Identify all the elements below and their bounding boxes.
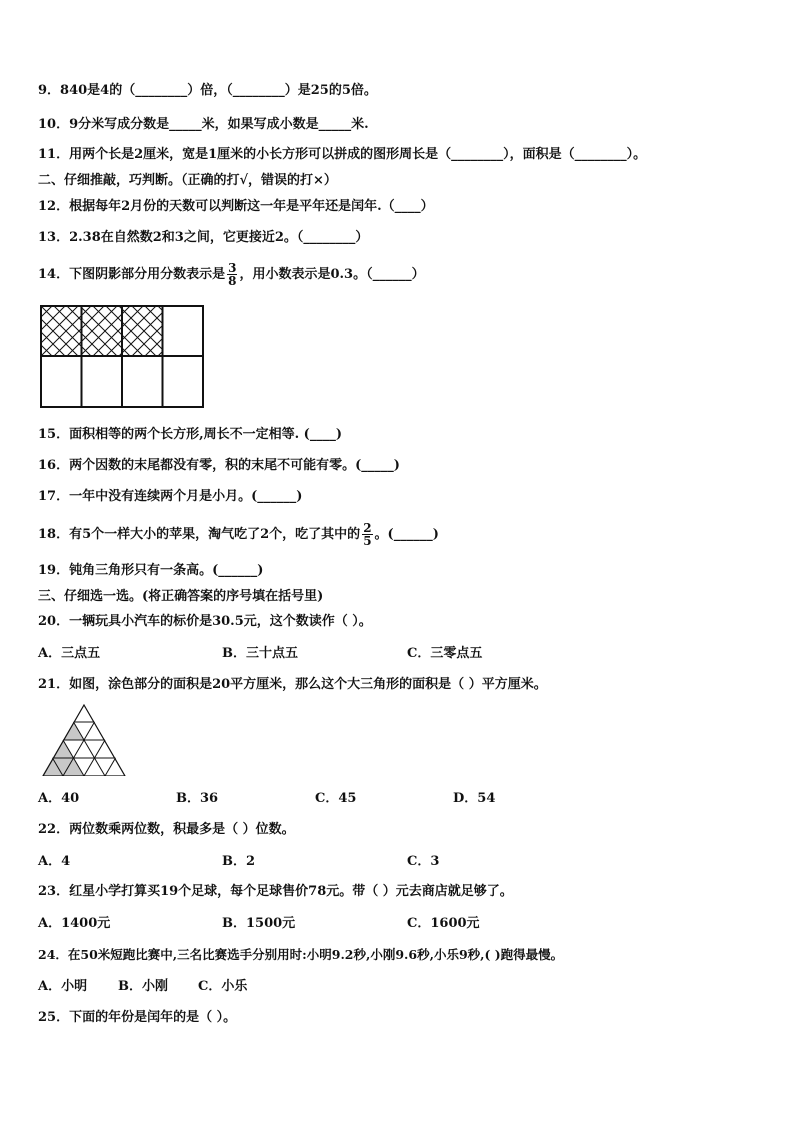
q21-option-d: D．54 bbox=[453, 791, 496, 806]
section-2-heading: 二、仔细推敲，巧判断。（正确的打√，错误的打×） bbox=[38, 173, 337, 188]
question-20: 20．一辆玩具小汽车的标价是30.5元，这个数读作（ ）。 bbox=[38, 614, 372, 629]
question-24: 24．在50米短跑比赛中,三名比赛选手分别用时:小明9.2秒,小刚9.6秒,小乐9秒,( )跑得最慢。 bbox=[38, 947, 564, 962]
question-25: 25．下面的年份是闰年的是（ ）。 bbox=[38, 1010, 237, 1025]
question-10: 10．9分米写成分数是_____米，如果写成小数是_____米. bbox=[38, 117, 369, 132]
question-11: 11．用两个长是2厘米，宽是1厘米的小长方形可以拼成的图形周长是（________），面积是（________）。 bbox=[38, 147, 647, 162]
question-18-suffix: 。(______) bbox=[374, 527, 439, 542]
question-23: 23．红星小学打算买19个足球，每个足球售价78元。带（ ）元去商店就足够了。 bbox=[38, 884, 513, 899]
question-14 bbox=[38, 262, 425, 287]
q20-option-b: B．三十点五 bbox=[222, 646, 298, 661]
q24-option-b: B．小刚 bbox=[118, 979, 168, 994]
fraction-denominator: 8 bbox=[228, 274, 237, 288]
q21-option-c: C．45 bbox=[315, 791, 357, 806]
fraction-numerator: 3 bbox=[228, 261, 237, 275]
q21-option-a: A．40 bbox=[38, 791, 80, 806]
question-21: 21．如图，涂色部分的面积是20平方厘米，那么这个大三角形的面积是（ ）平方厘米。 bbox=[38, 677, 547, 692]
question-22: 22．两位数乘两位数，积最多是（ ）位数。 bbox=[38, 822, 295, 837]
section-3-heading: 三、仔细选一选。(将正确答案的序号填在括号里) bbox=[38, 589, 324, 604]
question-14-suffix: ，用小数表示是0.3。（______） bbox=[239, 267, 425, 282]
question-13: 13．2.38在自然数2和3之间，它更接近2。（________） bbox=[38, 230, 369, 245]
q23-option-c: C．1600元 bbox=[407, 916, 480, 931]
q22-option-b: B．2 bbox=[222, 854, 256, 869]
q24-option-c: C．小乐 bbox=[198, 979, 248, 994]
q22-option-c: C．3 bbox=[407, 854, 440, 869]
question-19: 19．钝角三角形只有一条高。(______) bbox=[38, 563, 264, 578]
question-14-prefix: 14．下图阴影部分用分数表示是 bbox=[38, 267, 226, 282]
q20-option-a: A．三点五 bbox=[38, 646, 101, 661]
question-17: 17．一年中没有连续两个月是小月。(______) bbox=[38, 489, 303, 504]
question-16: 16．两个因数的末尾都没有零，积的末尾不可能有零。(_____) bbox=[38, 458, 400, 473]
fraction-numerator: 2 bbox=[363, 521, 372, 535]
question-18 bbox=[38, 522, 439, 547]
question-12: 12．根据每年2月份的天数可以判断这一年是平年还是闰年.（____） bbox=[38, 199, 434, 214]
question-15: 15．面积相等的两个长方形,周长不一定相等. (____) bbox=[38, 427, 342, 442]
question-9: 9．840是4的（________）倍，（________）是25的5倍。 bbox=[38, 83, 377, 98]
hatched-grid-figure bbox=[40, 305, 205, 409]
q20-option-c: C．三零点五 bbox=[407, 646, 483, 661]
q24-option-a: A．小明 bbox=[38, 979, 88, 994]
q23-option-a: A．1400元 bbox=[38, 916, 111, 931]
triangle-figure bbox=[42, 704, 126, 776]
fraction-2-5 bbox=[362, 522, 372, 547]
fraction-3-8 bbox=[227, 262, 237, 287]
fraction-denominator: 5 bbox=[363, 534, 372, 548]
question-18-prefix: 18．有5个一样大小的苹果，淘气吃了2个，吃了其中的 bbox=[38, 527, 361, 542]
q21-option-b: B．36 bbox=[176, 791, 219, 806]
q22-option-a: A．4 bbox=[38, 854, 71, 869]
q23-option-b: B．1500元 bbox=[222, 916, 296, 931]
